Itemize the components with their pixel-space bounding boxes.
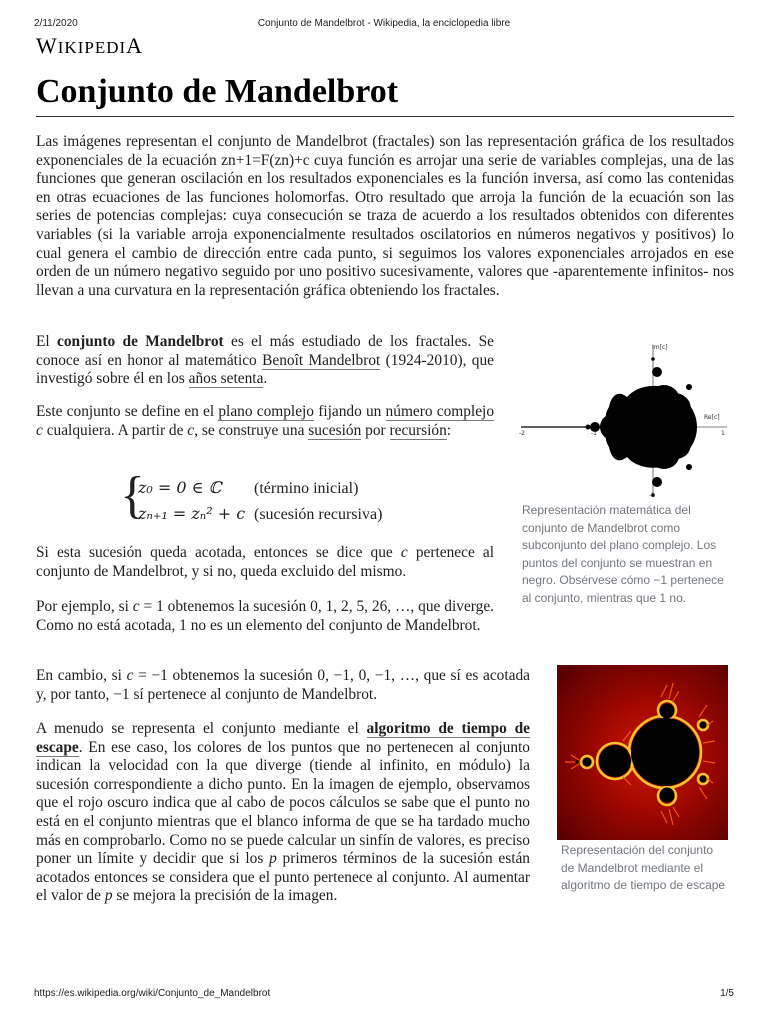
axis-im-label: Im[c] <box>652 344 668 351</box>
formula-note: (término inicial) <box>254 480 359 497</box>
tick-mid-label: -1 <box>591 430 597 437</box>
text: por <box>361 421 390 439</box>
text: . En ese caso, los colores de los puntos que no pertenecen al conjunto indican la velocidad con la que diverge (tiende al infinito, en módulo) la sucesión correspondiente a dicho punto. En la imagen de ejemplo, observamos que el rojo oscuro indica que al cabo de pocos cálculos se sabe que el punto no está en el conjunto mientras que el blanco informa de que se ha tardado mucho más en comprobarlo. Como no se puede calcular un sinfín de valores, es preciso poner un límite y decidir que si los <box>36 738 530 868</box>
formula-brace: { <box>120 467 145 524</box>
math-var: c <box>36 421 43 439</box>
text: A menudo se representa el conjunto mediante el <box>36 720 367 737</box>
text: = −1 obtenemos la sucesión 0, −1, 0, −1, …, que sí es acotada y, por tanto, −1 sí pertenece al conjunto de Mandelbrot. <box>36 667 531 703</box>
paragraph-definition <box>36 333 494 389</box>
paragraph-example-minus-1 <box>36 667 530 704</box>
text: Por ejemplo, si <box>36 598 133 615</box>
figure-2-caption: Representación del conjunto de Mandelbrot mediante el algoritmo de tiempo de escape <box>561 843 726 892</box>
text: : <box>446 421 452 439</box>
text: Si esta sucesión queda acotada, entonces se dice que <box>36 544 401 561</box>
text: fijando un <box>314 403 386 420</box>
text: , se construye una <box>194 421 309 439</box>
link-sucesion[interactable]: sucesión <box>308 421 362 439</box>
formula-line-recursive <box>138 504 382 524</box>
text: El <box>36 333 58 350</box>
figure-mandelbrot-plane[interactable] <box>517 339 731 499</box>
text: En cambio, si <box>36 667 127 684</box>
text: = 1 obtenemos la sucesión 0, 1, 2, 5, 26, …, que diverge. Como no está acotada, 1 no es un elemento del conjunto de Mandelbrot. <box>36 598 494 634</box>
formula-math: zₙ₊₁ = zₙ² + c <box>138 504 246 523</box>
text: se mejora la precisión de la imagen. <box>112 887 338 905</box>
link-algoritmo-tiempo-escape[interactable]: algoritmo de tiempo de escape <box>36 720 530 756</box>
math-var: c <box>187 421 195 439</box>
print-url: https://es.wikipedia.org/wiki/Conjunto_de_Mandelbrot <box>34 988 271 999</box>
paragraph-bounded <box>36 544 494 581</box>
figure-mandelbrot-escape-time[interactable] <box>557 665 728 840</box>
mandelbrot-escape-image <box>557 665 728 840</box>
formula-note: (sucesión recursiva) <box>254 506 383 523</box>
print-doc-title: Conjunto de Mandelbrot - Wikipedia, la enciclopedia libre <box>257 18 511 29</box>
formula-line-initial <box>138 478 358 498</box>
paragraph-escape-time <box>36 720 530 906</box>
wikipedia-logo[interactable] <box>36 33 143 59</box>
article-body <box>36 133 734 300</box>
text: . <box>263 370 268 388</box>
tick-left-label: -2 <box>519 430 525 437</box>
figure-1-caption: Representación matemática del conjunto de Mandelbrot como subconjunto del plano complejo. Los puntos del conjunto se muestran en negro. Obsérvese cómo −1 pertenece al conjunto, mientras que 1 no. <box>522 503 724 605</box>
text: primeros términos de la sucesión están acotados entonces se considera que el punto pertenece al conjunto. Al aumentar el valor de <box>36 850 530 905</box>
print-header <box>34 18 734 32</box>
paragraph-construction <box>36 403 494 440</box>
tick-right-label: 1 <box>721 430 725 437</box>
math-var: p <box>269 850 277 868</box>
mandelbrot-plane-image <box>517 339 731 499</box>
tick-bottom-label: -1 <box>649 492 655 499</box>
logo-letter-last: A <box>126 33 144 58</box>
paragraph-example-1 <box>36 598 494 635</box>
intro-paragraph: Las imágenes representan el conjunto de Mandelbrot (fractales) son las representación gráfica de los resultados exponenciales de la ecuación zn+1=F(zn)+c cuya función es arrojar una serie de variables complejas, una de las funciones que generan oscilación en los resultados exponenciales es la función inversa, así como las contenidas en otras ecuaciones de las funciones holomorfas. Otro resultado que arroja la función de la ecuación son las series de potencias complejas: cuya consecución se traza de acuerdo a los resultados obtenidos con diferentes variables (si la variable arroja exponencialmente resultados oscilatorios en números negativos y positivos) lo cual genera el cambio de dirección entre cada punto, si seguimos los valores exponenciales arrojados en ese orden de un número negativo seguido por uno positivo sucesivamente, valores que -aparentemente infinitos- nos llevan a una curvatura en la representación gráfica obteniendo los fractales. <box>36 133 734 299</box>
logo-letters: IKIPEDI <box>57 38 127 57</box>
bold-term: conjunto de Mandelbrot <box>57 333 224 350</box>
formula-math: z₀ = 0 ∈ ℂ <box>138 478 222 497</box>
print-page-number: 1/5 <box>720 988 734 999</box>
link-anos-setenta[interactable]: años setenta <box>188 370 264 388</box>
math-var: c <box>126 667 134 684</box>
math-var: c <box>400 544 408 561</box>
print-footer <box>34 988 734 1002</box>
math-var: p <box>104 887 113 905</box>
axis-re-label: Re[c] <box>704 414 720 421</box>
math-var: c <box>132 598 140 615</box>
page-title: Conjunto de Mandelbrot <box>36 72 734 117</box>
logo-letter: W <box>36 33 58 58</box>
link-numero-complejo[interactable]: número complejo <box>385 403 495 420</box>
link-recursion[interactable]: recursión <box>389 421 447 439</box>
recurrence-formula <box>120 467 420 530</box>
link-plano-complejo[interactable]: plano complejo <box>218 403 315 420</box>
print-date: 2/11/2020 <box>34 18 78 29</box>
text: pertenece al conjunto de Mandelbrot, y si no, queda excluido del mismo. <box>36 544 494 580</box>
text: Este conjunto se define en el <box>36 403 219 420</box>
text: (1924-2010), que investigó sobre él en los <box>36 351 494 388</box>
link-benoit-mandelbrot[interactable]: Benoît Mandelbrot <box>262 351 381 369</box>
text: cualquiera. A partir de <box>42 421 188 439</box>
text: es el más estudiado de los fractales. Se conoce así en honor al matemático <box>36 333 494 369</box>
